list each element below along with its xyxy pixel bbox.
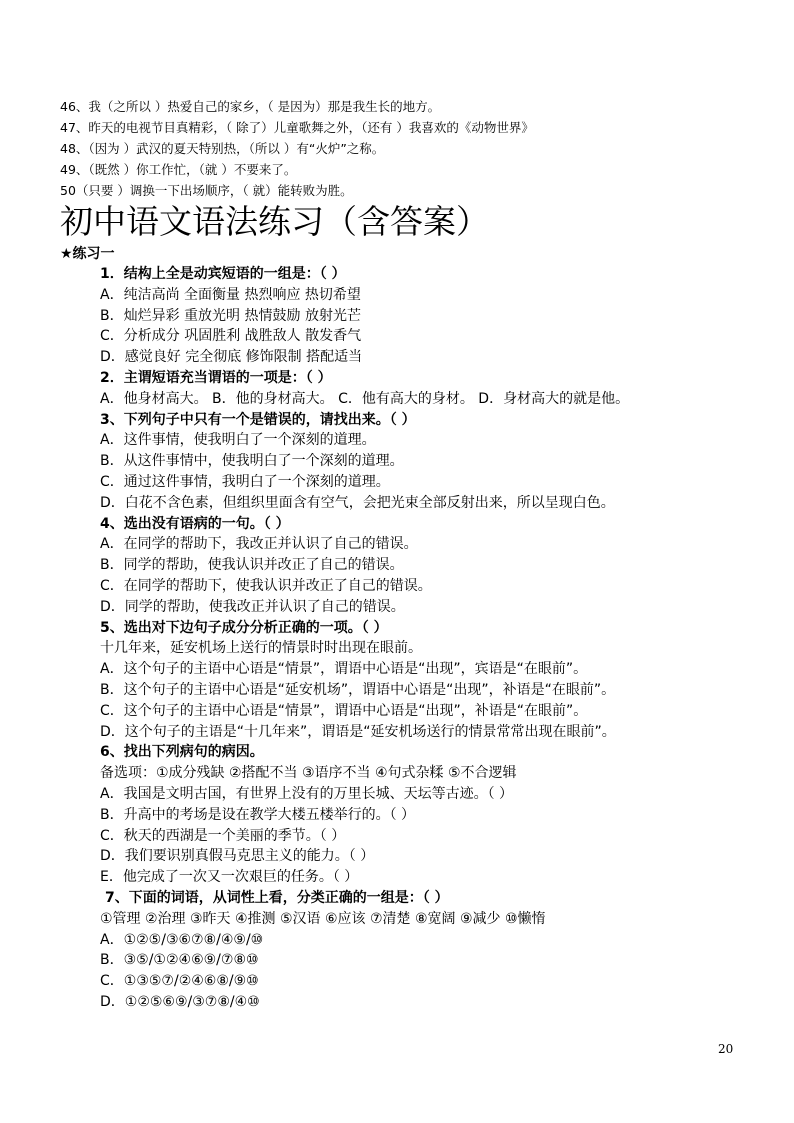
question-3-stem: 3、下列句子中只有一个是错误的，请找出来。（ ） [100, 411, 416, 428]
question-7-option-c: C．①③⑤⑦/②④⑥⑧/⑨⑩ [100, 973, 259, 990]
question-4-option-a: A．在同学的帮助下，我改正并认识了自己的错误。 [100, 536, 418, 553]
question-5-option-a: A．这个句子的主语中心语是“情景”，谓语中心语是“出现”，宾语是“在眼前”。 [100, 661, 588, 678]
answer-line-48: 48、（因为 ）武汉的夏天特别热，（所以 ）有“火炉”之称。 [60, 141, 385, 156]
question-1-option-c: C．分析成分 巩固胜利 战胜敌人 散发香气 [100, 328, 362, 345]
question-7-option-b: B．③⑤/①②④⑥⑨/⑦⑧⑩ [100, 952, 259, 969]
question-6-item-d: D．我们要识别真假马克思主义的能力。（ ） [100, 848, 375, 865]
answer-line-47: 47、昨天的电视节目真精彩，（ 除了）儿童歌舞之外，（还有 ）我喜欢的《动物世界》 [60, 120, 534, 135]
question-3-option-a: A．这件事情，使我明白了一个深刻的道理。 [100, 432, 376, 449]
question-1-option-a: A．纯洁高尚 全面衡量 热烈响应 热切希望 [100, 286, 361, 303]
question-4-stem: 4、选出没有语病的一句。（ ） [100, 515, 290, 532]
answer-line-49: 49、（既然 ）你工作忙，（就 ）不要来了。 [60, 162, 297, 177]
question-4-option-d: D．同学的帮助，使我改正并认识了自己的错误。 [100, 598, 405, 615]
question-6-item-e: E．他完成了一次又一次艰巨的任务。（ ） [100, 869, 359, 886]
answer-line-46: 46、我（之所以 ）热爱自己的家乡，（ 是因为）那是我生长的地方。 [60, 99, 441, 114]
section-label: ★练习一 [60, 246, 115, 262]
question-5-stem: 5、选出对下边句子成分分析正确的一项。（ ） [100, 619, 388, 636]
question-5-option-b: B．这个句子的主语中心语是“延安机场”，谓语中心语是“出现”，补语是“在眼前”。 [100, 681, 616, 698]
question-4-option-c: C．在同学的帮助下，使我认识并改正了自己的错误。 [100, 577, 432, 594]
question-7-option-d: D．①②⑤⑥⑨/③⑦⑧/④⑩ [100, 993, 260, 1010]
question-2-stem: 2．主谓短语充当谓语的一项是：（ ） [100, 369, 332, 386]
question-6-choices: 备选项：①成分残缺 ②搭配不当 ③语序不当 ④句式杂糅 ⑤不合逻辑 [100, 765, 517, 782]
question-6-item-a: A．我国是文明古国，有世界上没有的万里长城、天坛等古迹。（ ） [100, 785, 514, 802]
question-1-option-b: B．灿烂异彩 重放光明 热情鼓励 放射光芒 [100, 307, 361, 324]
answer-line-50: 50（只要 ）调换一下出场顺序，（ 就）能转败为胜。 [60, 183, 353, 198]
question-6-stem: 6、找出下列病句的病因。 [100, 744, 264, 761]
page-title: 初中语文语法练习（含答案） [60, 202, 489, 241]
question-3-option-c: C．通过这件事情，我明白了一个深刻的道理。 [100, 473, 390, 490]
question-5-option-c: C．这个句子的主语中心语是“情景”，谓语中心语是“出现”，补语是“在眼前”。 [100, 702, 588, 719]
question-6-item-b: B．升高中的考场是设在教学大楼五楼举行的。（ ） [100, 806, 416, 823]
question-2-options: A．他身材高大。 B．他的身材高大。 C．他有高大的身材。 D．身材高大的就是他。 [100, 390, 630, 407]
question-6-item-c: C．秋天的西湖是一个美丽的季节。（ ） [100, 827, 346, 844]
question-5-option-d: D．这个句子的主语是“十几年来”，谓语是“延安机场送行的情景常常出现在眼前”。 [100, 723, 616, 740]
question-7-word-list: ①管理 ②治理 ③昨天 ④推测 ⑤汉语 ⑥应该 ⑦清楚 ⑧宽阔 ⑨减少 ⑩懒惰 [100, 910, 546, 927]
page-number: 20 [718, 1042, 734, 1056]
previous-answers [60, 96, 760, 201]
exercise-content [60, 244, 760, 1013]
question-1-stem: 1．结构上全是动宾短语的一组是：（ ） [100, 266, 346, 282]
question-5-sentence: 十几年来，延安机场上送行的情景时时出现在眼前。 [100, 640, 422, 657]
question-3-option-b: B．从这件事情中，使我明白了一个深刻的道理。 [100, 453, 404, 470]
question-4-option-b: B．同学的帮助，使我认识并改正了自己的错误。 [100, 557, 404, 574]
question-3-option-d: D．白花不含色素，但组织里面含有空气，会把光束全部反射出来，所以呈现白色。 [100, 494, 615, 511]
question-7-stem: 7、下面的词语，从词性上看，分类正确的一组是：（ ） [105, 889, 449, 906]
question-7-option-a: A．①②⑤/③⑥⑦⑧/④⑨/⑩ [100, 931, 264, 948]
question-1-option-d: D．感觉良好 完全彻底 修饰限制 搭配适当 [100, 349, 363, 366]
